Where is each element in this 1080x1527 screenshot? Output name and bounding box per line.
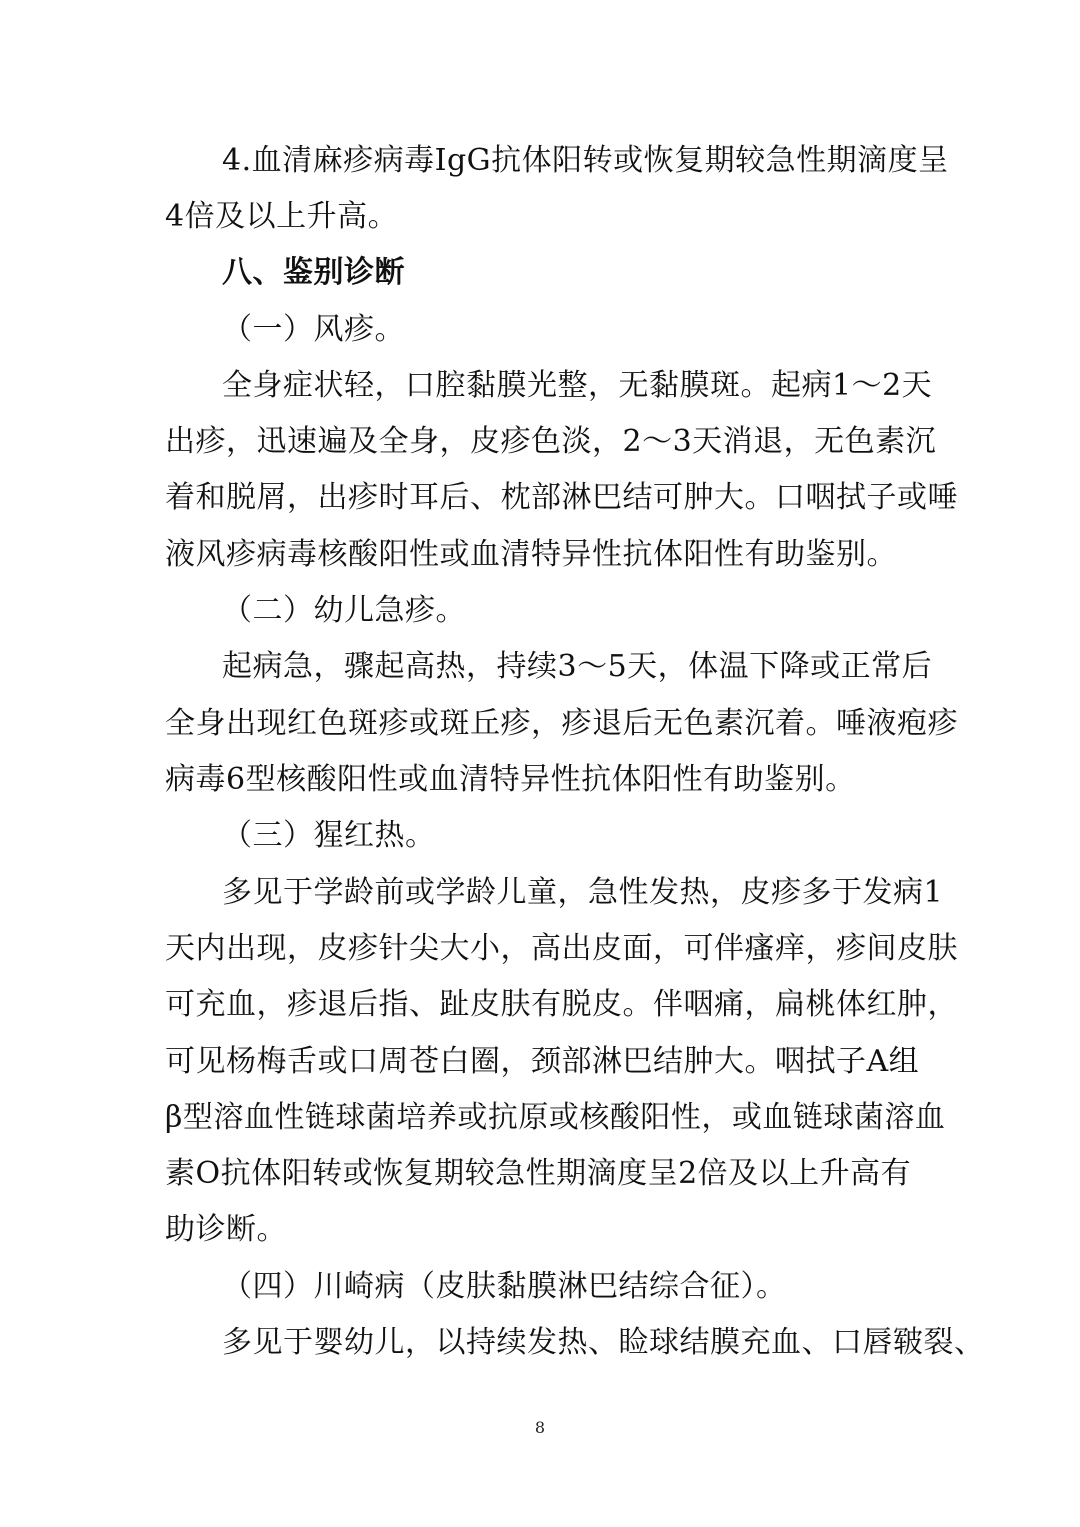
body-text-line: 多见于学龄前或学龄儿童，急性发热，皮疹多于发病1: [222, 875, 944, 910]
subsection-heading: （二）幼儿急疹。: [222, 593, 466, 628]
body-text-line: 起病急，骤起高热，持续3～5天，体温下降或正常后: [222, 649, 933, 684]
body-text-line: 素O抗体阳转或恢复期较急性期滴度呈2倍及以上升高有: [165, 1156, 912, 1191]
body-text-line: 可充血，疹退后指、趾皮肤有脱皮。伴咽痛，扁桃体红肿，: [165, 987, 958, 1022]
body-text-line: 着和脱屑，出疹时耳后、枕部淋巴结可肿大。口咽拭子或唾: [165, 480, 958, 515]
body-text-line: 液风疹病毒核酸阳性或血清特异性抗体阳性有助鉴别。: [165, 537, 897, 572]
body-text-line: 可见杨梅舌或口周苍白圈，颈部淋巴结肿大。咽拭子A组: [165, 1044, 920, 1079]
body-text-line: 出疹，迅速遍及全身，皮疹色淡，2～3天消退，无色素沉: [165, 424, 937, 459]
page-number: 8: [534, 1418, 546, 1437]
body-text-line: 全身出现红色斑疹或斑丘疹，疹退后无色素沉着。唾液疱疹: [165, 706, 958, 741]
section-heading: 八、鉴别诊断: [222, 255, 405, 290]
body-text-line: 病毒6型核酸阳性或血清特异性抗体阳性有助鉴别。: [165, 762, 856, 797]
body-text-line: 天内出现，皮疹针尖大小，高出皮面，可伴瘙痒，疹间皮肤: [165, 931, 958, 966]
subsection-heading: （四）川崎病（皮肤黏膜淋巴结综合征）。: [222, 1269, 787, 1304]
body-text-line: 4.血清麻疹病毒IgG抗体阳转或恢复期较急性期滴度呈: [222, 143, 949, 178]
body-text-line: 4倍及以上升高。: [165, 199, 399, 234]
subsection-heading: （一）风疹。: [222, 312, 405, 347]
body-text-line: β型溶血性链球菌培养或抗原或核酸阳性，或血链球菌溶血: [165, 1100, 946, 1135]
body-text-line: 助诊断。: [165, 1212, 287, 1247]
body-text-line: 多见于婴幼儿，以持续发热、睑球结膜充血、口唇皲裂、: [222, 1325, 985, 1360]
subsection-heading: （三）猩红热。: [222, 818, 436, 853]
body-text-line: 全身症状轻，口腔黏膜光整，无黏膜斑。起病1～2天: [222, 368, 933, 403]
